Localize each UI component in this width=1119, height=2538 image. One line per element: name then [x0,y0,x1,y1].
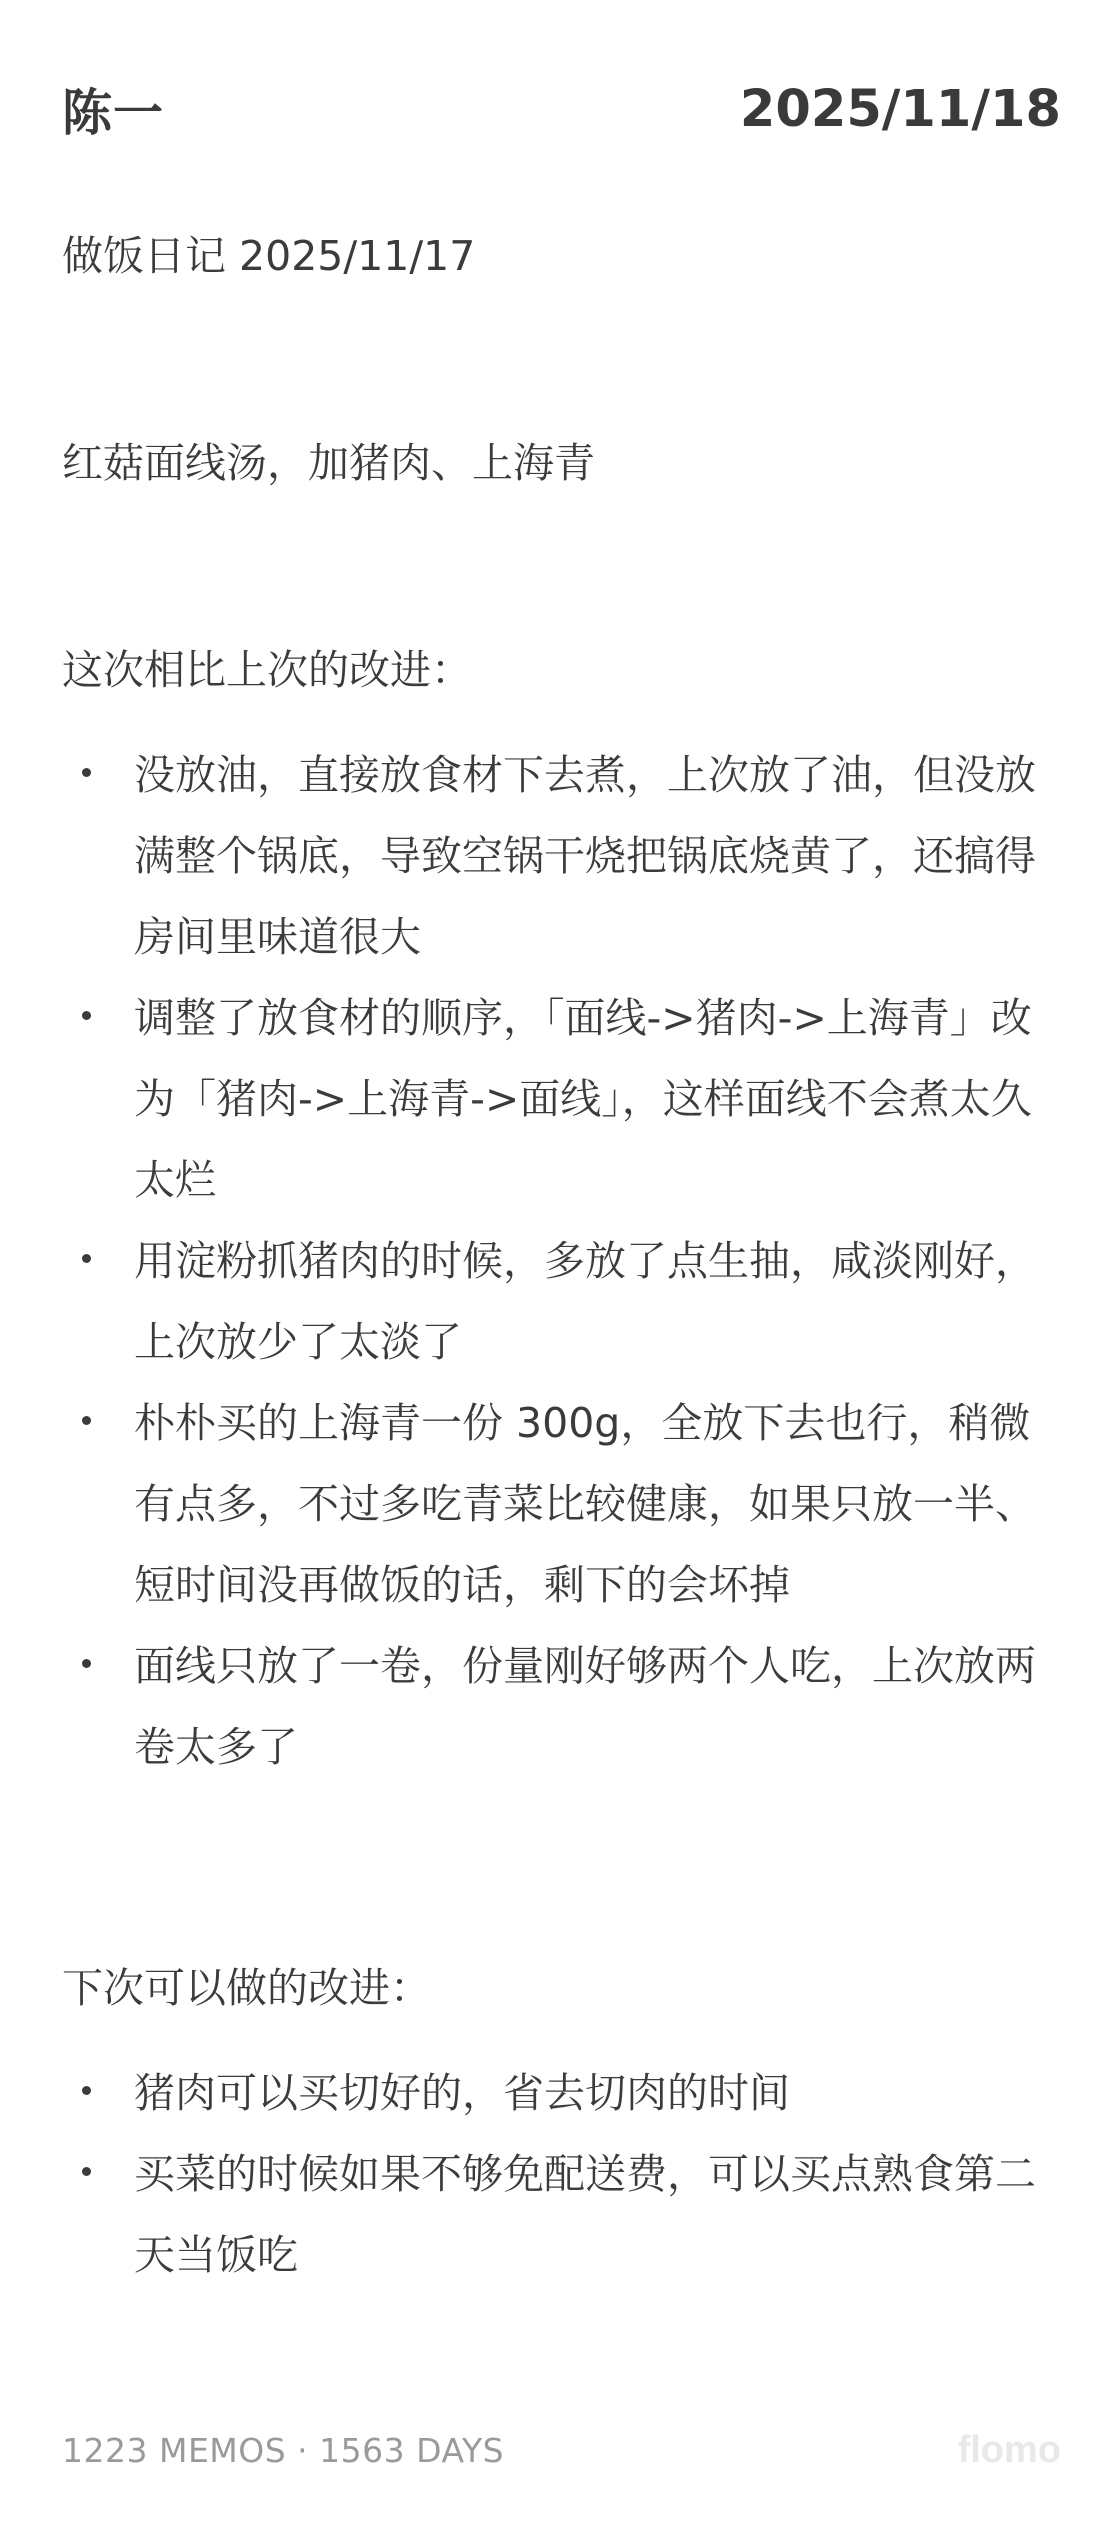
list-item-text: 用淀粉抓猪肉的时候，多放了点生抽，咸淡刚好，上次放少了太淡了 [134,1237,1036,1366]
bullet-dot-icon [82,1416,91,1425]
bullet-dot-icon [82,768,91,777]
bullet-dot-icon [82,2167,91,2176]
list-item [62,1626,1058,1788]
memo-stats: 1223 MEMOS · 1563 DAYS [62,2430,505,2470]
next-heading: 下次可以做的改进： [62,1964,431,2012]
spacer [62,711,1058,735]
memo-date: 2025/11/18 [739,79,1061,139]
bullet-dot-icon [82,1659,91,1668]
bullet-dot-icon [82,1254,91,1263]
list-item [62,978,1058,1221]
list-item-text: 猪肉可以买切好的，省去切肉的时间 [134,2069,790,2117]
list-item-text: 面线只放了一卷，份量刚好够两个人吃，上次放两卷太多了 [134,1642,1036,1771]
list-item [62,1383,1058,1626]
list-item [62,2134,1058,2296]
list-item-text: 没放油，直接放食材下去煮，上次放了油，但没放满整个锅底，导致空锅干烧把锅底烧黄了，还搞得房间里味道很大 [134,751,1036,961]
list-item-text: 朴朴买的上海青一份 300g，全放下去也行，稍微有点多，不过多吃青菜比较健康，如果只放一半、短时间没再做饭的话，剩下的会坏掉 [134,1399,1036,1609]
list-item-text: 调整了放食材的顺序，「面线->猪肉->上海青」改为「猪肉->上海青->面线」，这样面线不会煮太久太烂 [134,994,1032,1204]
spacer [62,1788,1058,1948]
next-improvements-list [62,2053,1058,2296]
spacer [62,2029,1058,2053]
memo-dish-line: 红菇面线汤，加猪肉、上海青 [62,439,595,487]
flomo-logo: flomo [957,2428,1061,2471]
bullet-dot-icon [82,1011,91,1020]
memo-title-line: 做饭日记 2025/11/17 [62,232,476,280]
improvements-heading: 这次相比上次的改进： [62,646,472,694]
author-name: 陈一 [62,84,164,142]
list-item [62,1221,1058,1383]
list-item-text: 买菜的时候如果不够免配送费，可以买点熟食第二天当饭吃 [134,2150,1036,2279]
spacer [62,297,1058,423]
card-footer [62,2420,1061,2480]
list-item [62,2053,1058,2134]
list-item [62,735,1058,978]
card-header [62,74,1061,144]
bullet-dot-icon [82,2086,91,2095]
spacer [62,504,1058,630]
improvements-list [62,735,1058,1788]
memo-content [62,216,1058,2296]
